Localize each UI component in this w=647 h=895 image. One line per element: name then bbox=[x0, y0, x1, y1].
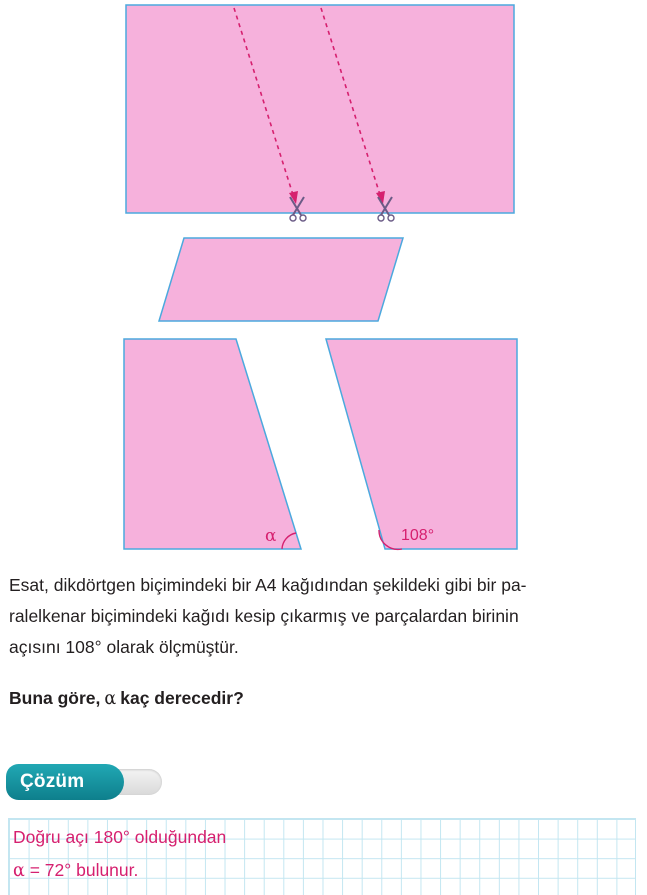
problem-line-1: Esat, dikdörtgen biçimindeki bir A4 kağıdından şekildeki gibi bir pa- bbox=[9, 575, 527, 595]
alpha-angle-label: α bbox=[265, 526, 277, 546]
left-trapezoid-piece bbox=[124, 339, 301, 549]
solution-line-2-text: = 72° bulunur. bbox=[24, 860, 139, 880]
question-alpha-symbol: α bbox=[104, 689, 117, 709]
solution-box bbox=[8, 818, 636, 895]
question-suffix: kaç derecedir? bbox=[120, 688, 244, 708]
solution-tab[interactable] bbox=[6, 764, 162, 800]
solution-alpha-symbol: α bbox=[13, 861, 25, 881]
parallelogram-piece bbox=[159, 238, 403, 321]
a4-paper-rectangle bbox=[126, 5, 514, 213]
problem-line-2: ralelkenar biçimindeki kağıdı kesip çıkarmış ve parçalardan birinin bbox=[9, 606, 519, 626]
problem-statement bbox=[9, 570, 641, 663]
right-trapezoid-piece bbox=[326, 339, 517, 549]
solution-tab-label: Çözüm bbox=[6, 764, 124, 800]
question-prefix: Buna göre, bbox=[9, 688, 101, 708]
solution-line-1: Doğru açı 180° olduğundan bbox=[13, 827, 227, 847]
solution-line-2 bbox=[13, 860, 138, 881]
angle-108-label: 108° bbox=[401, 527, 435, 544]
question-text bbox=[9, 688, 244, 709]
problem-line-3: açısını 108° olarak ölçmüştür. bbox=[9, 637, 239, 657]
